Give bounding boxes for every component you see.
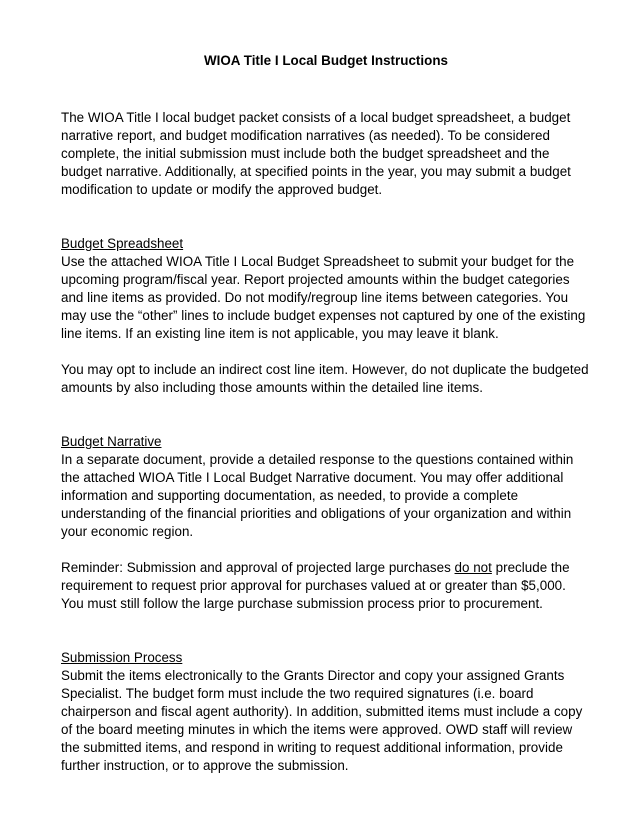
section-budget-spreadsheet [61, 235, 591, 397]
section-submission-process [61, 649, 591, 775]
spreadsheet-paragraph-1: Use the attached WIOA Title I Local Budget Spreadsheet to submit your budget for the upcoming program/fiscal year. Report projected amounts within the budget categories and line items as provided. Do not modify/regroup line items between categories. You may use the “other” lines to include budget expenses not captured by one of the existing line items. If an existing line item is not applicable, you may leave it blank. [61, 254, 586, 341]
reminder-text-after: preclude the requirement to request prior approval for purchases valued at or greater than $5,000. You must still follow the large purchase submission process prior to procurement. [61, 560, 570, 611]
narrative-paragraph-1: In a separate document, provide a detailed response to the questions contained within the attached WIOA Title I Local Budget Narrative document. You may offer additional information and supporting documentation, as needed, to provide a complete understanding of the financial priorities and obligations of your organization and within your economic region. [61, 452, 574, 539]
document-page [61, 52, 591, 775]
intro-paragraph: The WIOA Title I local budget packet consists of a local budget spreadsheet, a budget narrative report, and budget modification narratives (as needed). To be considered complete, the initial submission must include both the budget spreadsheet and the budget narrative. Additionally, at specified points in the year, you may submit a budget modification to update or modify the approved budget. [61, 110, 571, 197]
section-heading-budget-narrative: Budget Narrative [61, 434, 162, 449]
narrative-reminder-paragraph [61, 559, 591, 613]
section-heading-budget-spreadsheet: Budget Spreadsheet [61, 236, 184, 251]
section-heading-submission-process: Submission Process [61, 650, 183, 665]
section-budget-narrative [61, 433, 591, 613]
page-title: WIOA Title I Local Budget Instructions [203, 53, 449, 68]
submission-paragraph-1: Submit the items electronically to the Grants Director and copy your assigned Grants Specialist. The budget form must include the two required signatures (i.e. board chairperson and fiscal agent authority). In addition, submitted items must include a copy of the board meeting minutes in which the items were approved. OWD staff will review the submitted items, and respond in writing to request additional information, provide further instruction, or to approve the submission. [61, 668, 583, 773]
spreadsheet-paragraph-2: You may opt to include an indirect cost line item. However, do not duplicate the budgeted amounts by also including those amounts within the detailed line items. [61, 362, 589, 395]
reminder-emphasis-do-not: do not [454, 560, 492, 575]
reminder-text-before: Reminder: Submission and approval of projected large purchases [61, 560, 455, 575]
